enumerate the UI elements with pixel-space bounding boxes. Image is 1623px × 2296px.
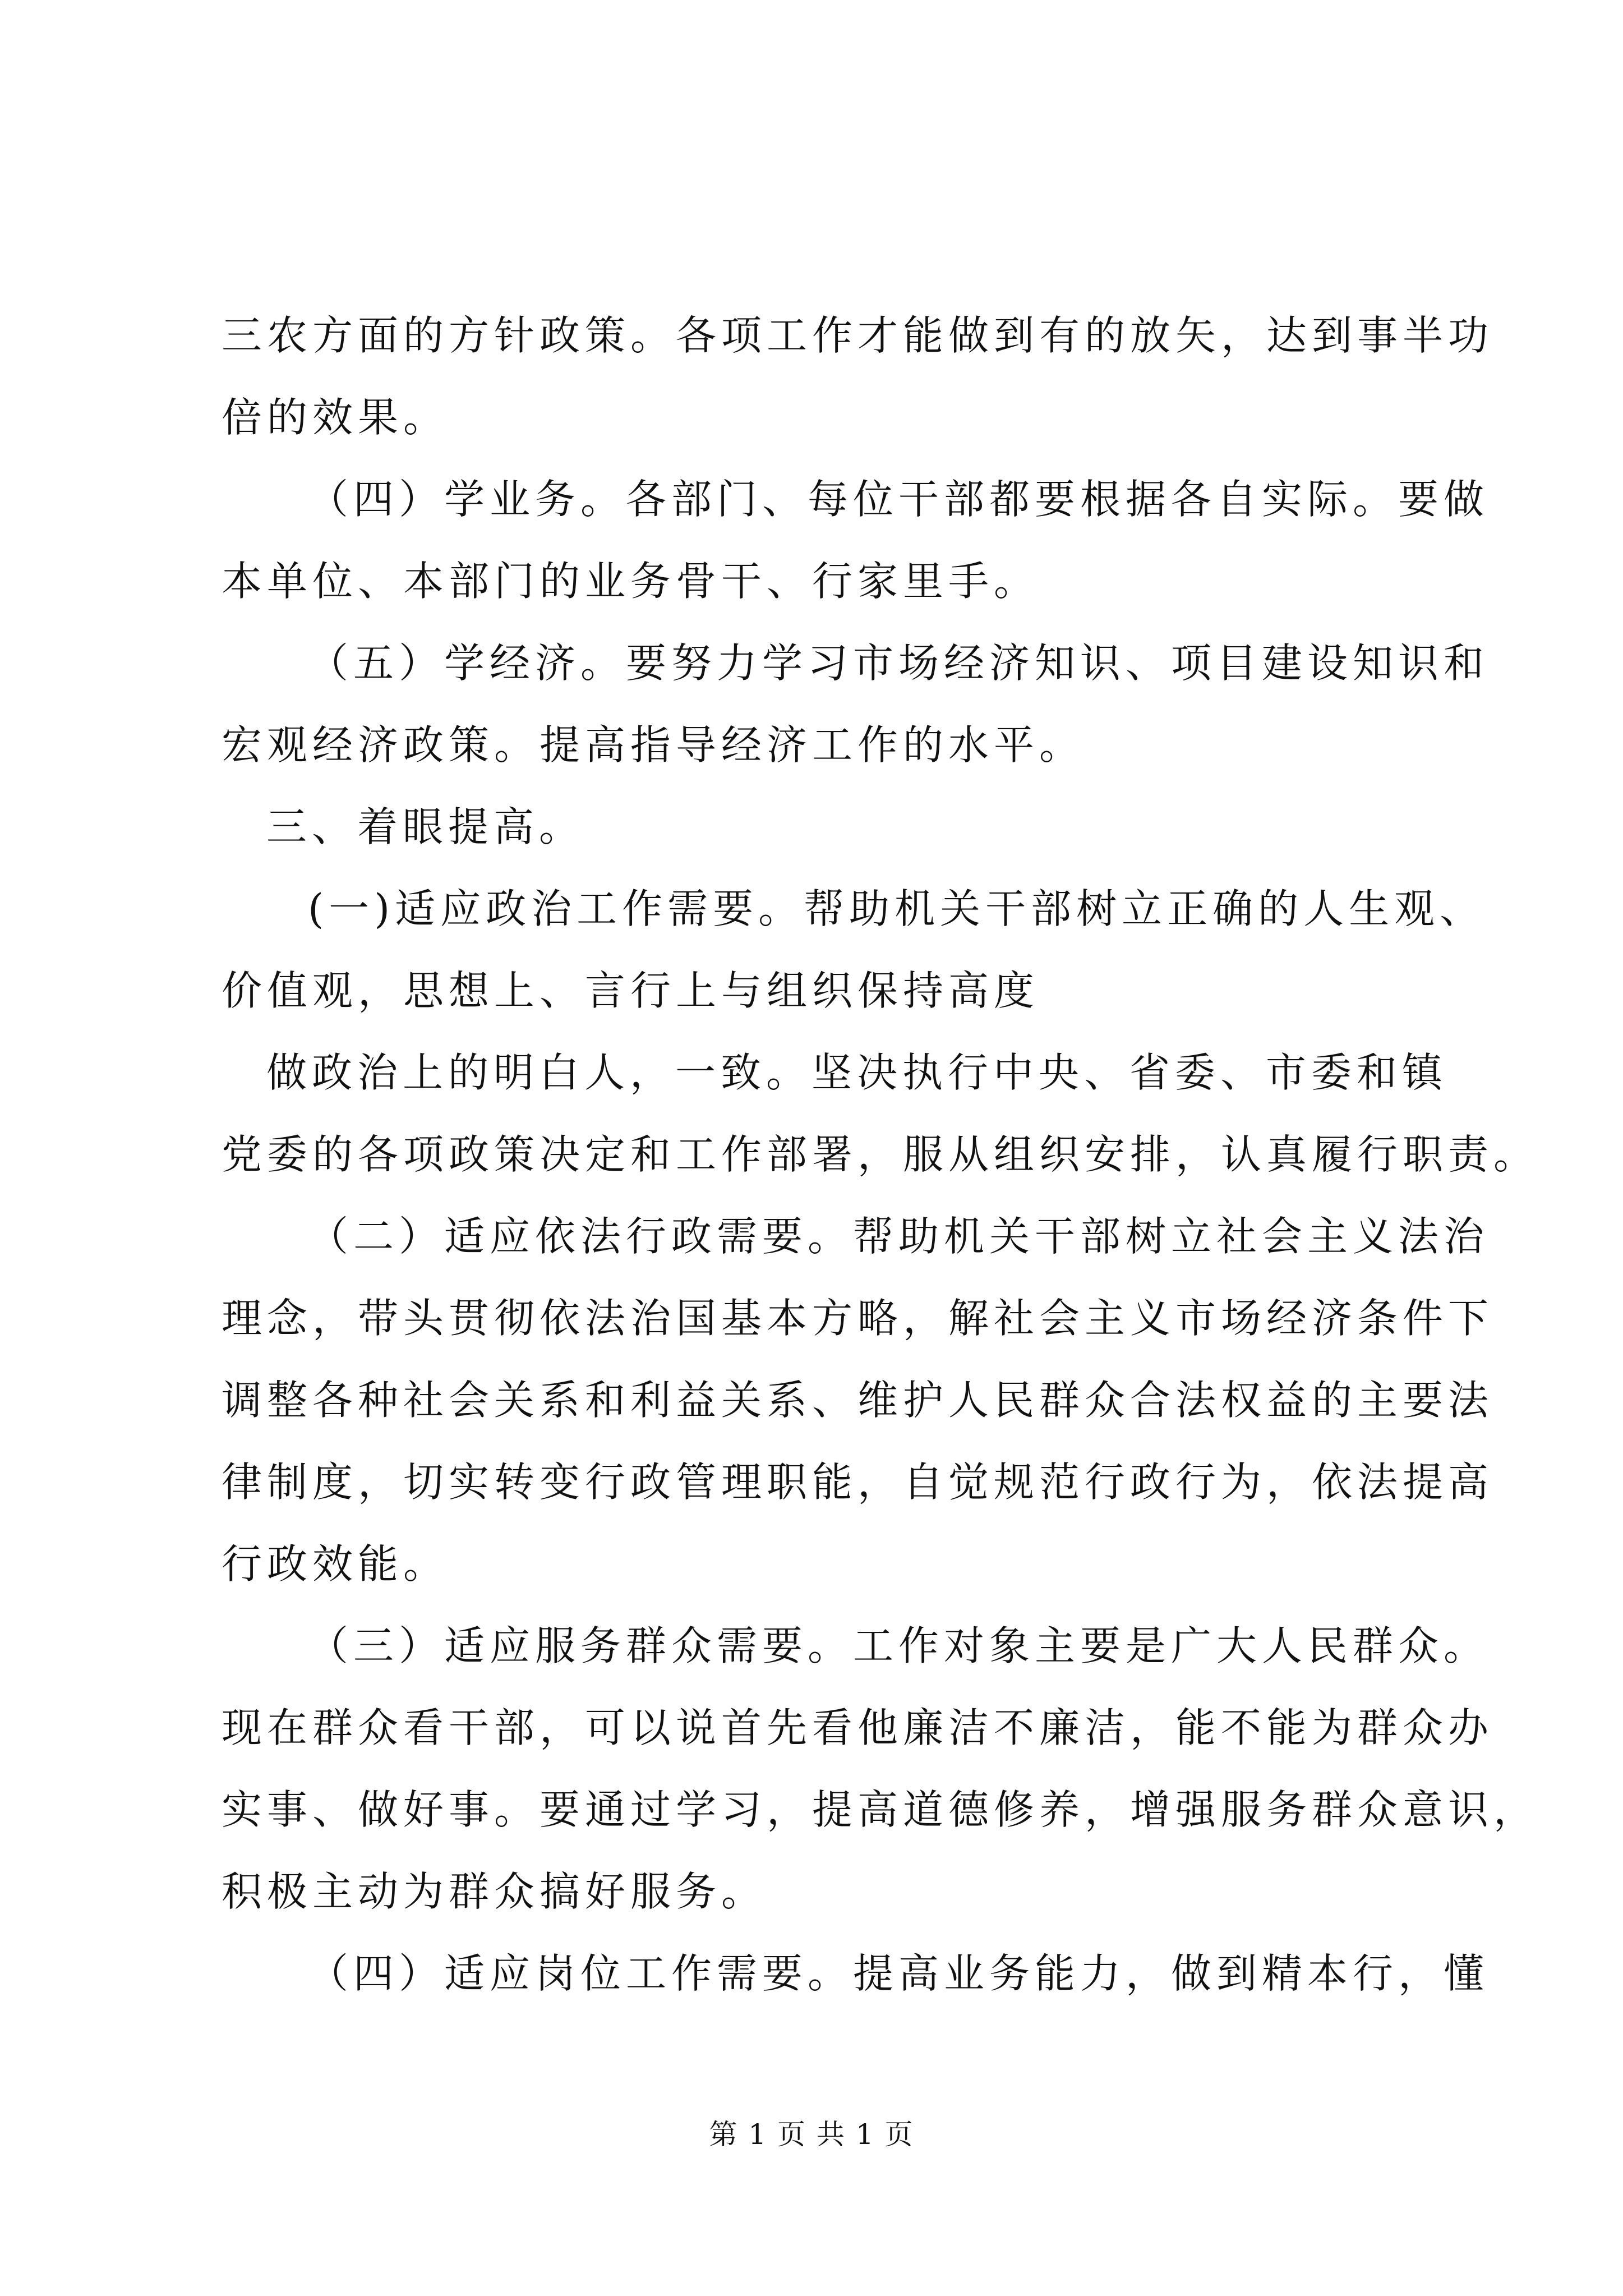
text-line: （三）适应服务群众需要。工作对象主要是广大人民群众。	[308, 1622, 1490, 1669]
text-line: （五）学经济。要努力学习市场经济知识、项目建设知识和	[308, 639, 1490, 687]
text-line: 宏观经济政策。提高指导经济工作的水平。	[222, 721, 1085, 769]
text-line: (一)适应政治工作需要。帮助机关干部树立正确的人生观、	[308, 885, 1486, 932]
text-line: 本单位、本部门的业务骨干、行家里手。	[222, 558, 1040, 605]
text-line: 倍的效果。	[222, 394, 449, 441]
text-line: （四）适应岗位工作需要。提高业务能力，做到精本行，懂	[308, 1950, 1490, 1997]
text-line: 行政效能。	[222, 1540, 449, 1588]
text-line: 调整各种社会关系和利益关系、维护人民群众合法权益的主要法	[222, 1377, 1494, 1424]
page-number-footer: 第 1 页 共 1 页	[709, 2118, 914, 2151]
text-line: 三农方面的方针政策。各项工作才能做到有的放矢，达到事半功	[222, 312, 1494, 359]
text-line: 积极主动为群众搞好服务。	[222, 1868, 767, 1915]
section-heading: 三、着眼提高。	[266, 803, 585, 850]
text-line: 做政治上的明白人，一致。坚决执行中央、省委、市委和镇	[266, 1049, 1448, 1096]
text-line: （二）适应依法行政需要。帮助机关干部树立社会主义法治	[308, 1213, 1490, 1260]
text-line: 价值观，思想上、言行上与组织保持高度	[222, 967, 1040, 1014]
text-line: 现在群众看干部，可以说首先看他廉洁不廉洁，能不能为群众办	[222, 1704, 1494, 1751]
text-line: 实事、做好事。要通过学习，提高道德修养，增强服务群众意识，	[222, 1786, 1539, 1833]
text-line: 律制度，切实转变行政管理职能，自觉规范行政行为，依法提高	[222, 1458, 1494, 1506]
document-body	[222, 295, 1539, 2014]
text-line: 党委的各项政策决定和工作部署，服从组织安排，认真履行职责。	[222, 1131, 1539, 1178]
text-line: （四）学业务。各部门、每位干部都要根据各自实际。要做	[308, 476, 1490, 523]
text-line: 理念，带头贯彻依法治国基本方略，解社会主义市场经济条件下	[222, 1295, 1494, 1342]
